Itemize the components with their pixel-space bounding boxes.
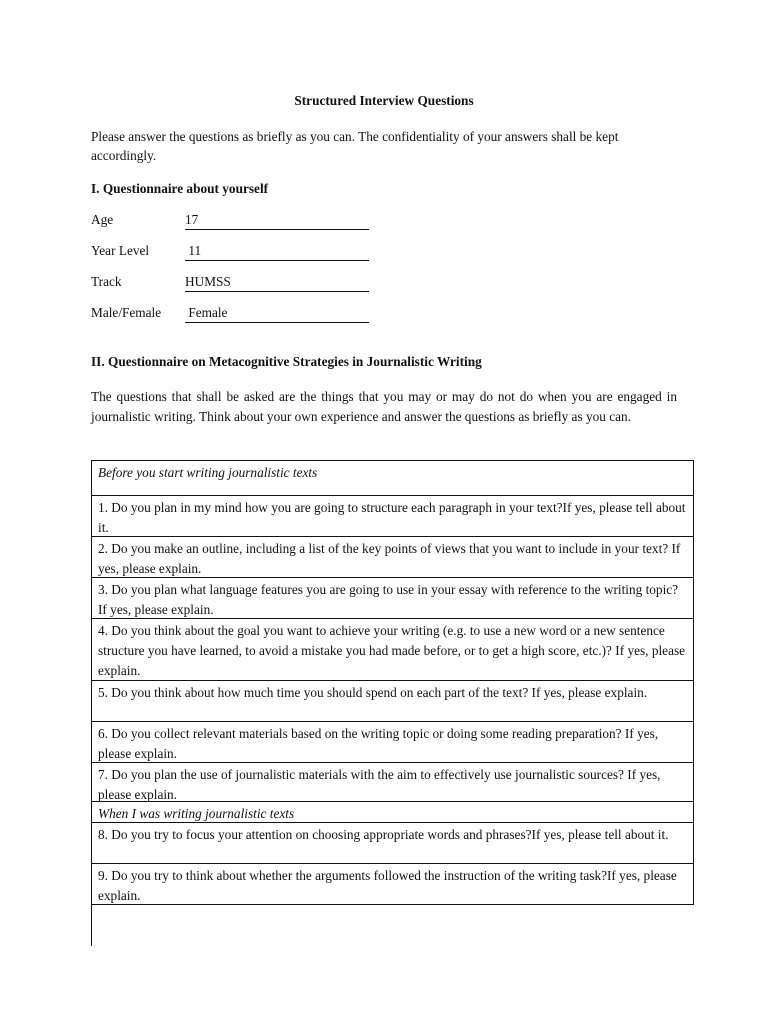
table-section-header: Before you start writing journalistic texts [91,460,694,495]
section-1-heading: I. Questionnaire about yourself [91,181,269,196]
field-label: Track [91,274,122,289]
table-divider [91,904,694,905]
table-row: 7. Do you plan the use of journalistic materials with the aim to effectively use journalistic sources? If yes, please explain. [91,762,694,801]
field-value: 11 [185,243,369,261]
section-2-heading: II. Questionnaire on Metacognitive Strategies in Journalistic Writing [91,354,482,369]
table-left-border [91,460,92,946]
page-title: Structured Interview Questions [294,93,474,108]
table-row: 4. Do you think about the goal you want to achieve your writing (e.g. to use a new word or a new sentence structure you have learned, to avoid a mistake you had made before, or to get a high score, etc.)? If yes, please explain. [91,618,694,680]
table-row: 1. Do you plan in my mind how you are going to structure each paragraph in your text?If yes, please tell about it. [91,495,694,536]
table-row: 6. Do you collect relevant materials based on the writing topic or doing some reading preparation? If yes, please explain. [91,721,694,762]
section-2-paragraph: The questions that shall be asked are the things that you may or may do not do when you are engaged in journalistic writing. Think about your own experience and answer the questions as briefly as you can. [91,389,677,424]
field-label: Age [91,212,114,227]
field-year-level [91,243,391,263]
field-value: HUMSS [185,274,369,292]
field-label: Male/Female [91,305,162,320]
table-section-header: When I was writing journalistic texts [91,801,694,822]
field-track [91,274,391,294]
field-value: 17 [185,212,369,230]
table-row: 3. Do you plan what language features you are going to use in your essay with reference to the writing topic? If yes, please explain. [91,577,694,618]
intro-text: Please answer the questions as briefly as you can. The confidentiality of your answers shall be kept accordingly. [91,129,619,163]
field-label: Year Level [91,243,150,258]
table-row: 5. Do you think about how much time you should spend on each part of the text? If yes, please explain. [91,680,694,721]
field-gender [91,305,391,325]
table-row: 2. Do you make an outline, including a list of the key points of views that you want to include in your text? If yes, please explain. [91,536,694,577]
table-row: 9. Do you try to think about whether the arguments followed the instruction of the writing task?If yes, please explain. [91,863,694,904]
table-row: 8. Do you try to focus your attention on choosing appropriate words and phrases?If yes, please tell about it. [91,822,694,863]
field-age [91,212,391,232]
field-value: Female [185,305,369,323]
table-right-border [693,460,694,904]
